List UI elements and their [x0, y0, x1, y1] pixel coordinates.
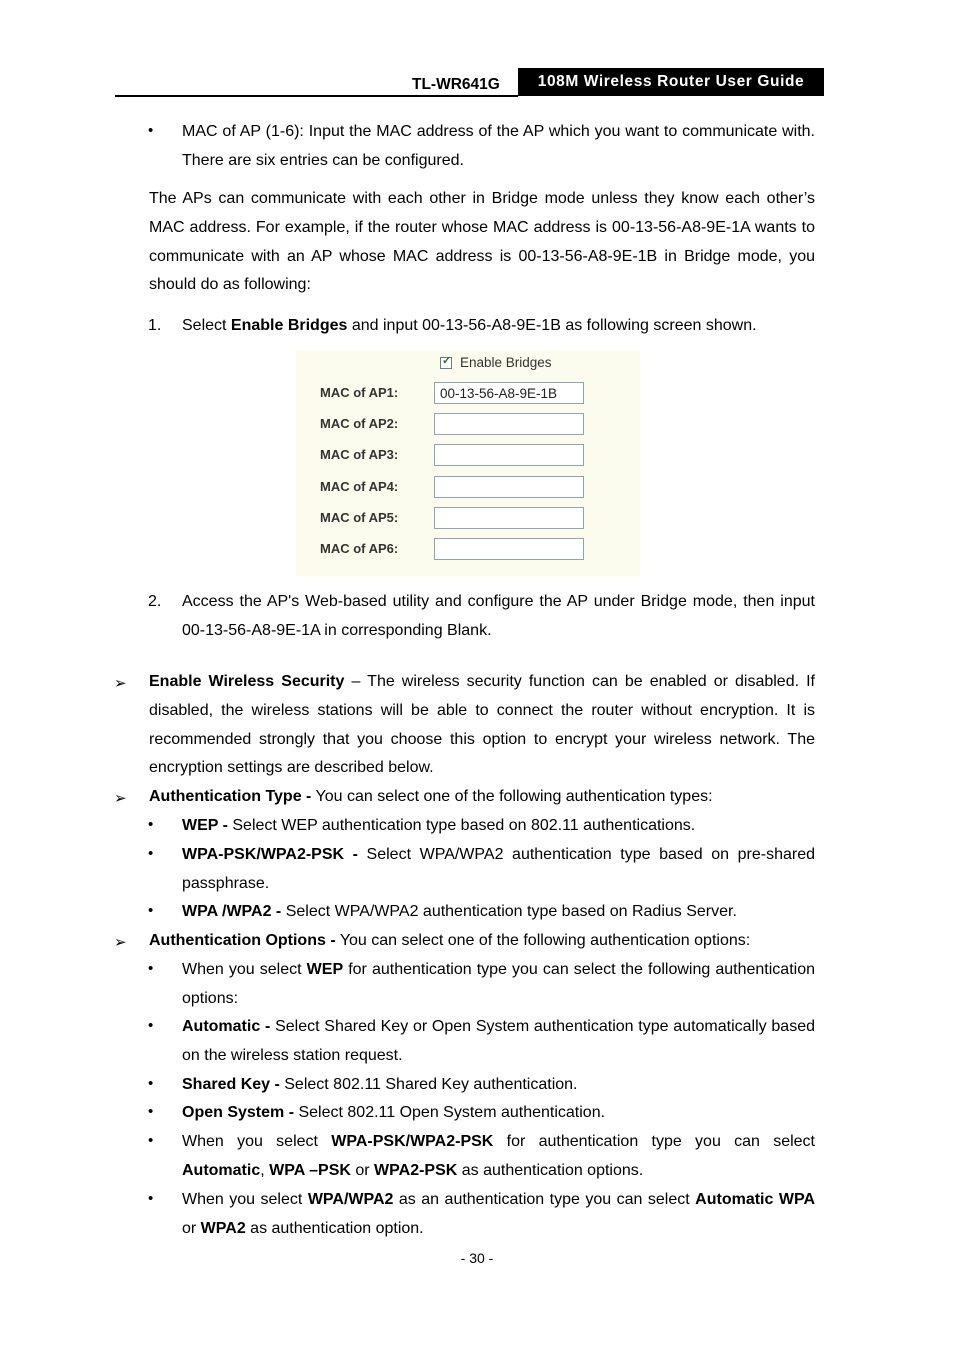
auth-type-wep: WEP - Select WEP authentication type based on 802.11 authentications.: [182, 817, 696, 834]
enable-bridges-label: Enable Bridges: [460, 355, 552, 370]
bullet-glyph: •: [148, 1017, 154, 1034]
mac-ap1-label: MAC of AP1:: [320, 385, 399, 400]
bullet-glyph: •: [148, 960, 154, 977]
bridge-settings-panel: [296, 350, 640, 576]
mac-ap4-label: MAC of AP4:: [320, 479, 399, 494]
header-model: TL-WR641G: [412, 76, 500, 93]
bullet-glyph: •: [148, 1075, 154, 1092]
bullet-glyph: •: [148, 845, 154, 862]
bullet-glyph: •: [148, 1132, 154, 1149]
auth-type-wpa: WPA /WPA2 - Select WPA/WPA2 authentication type based on Radius Server.: [182, 903, 737, 920]
enable-bridges-checkbox[interactable]: [440, 357, 452, 369]
mac-ap5-input[interactable]: [434, 507, 584, 529]
auth-options-psk: When you select WPA-PSK/WPA2-PSK for authentication type you can select Automatic, WPA –PSK or WPA2-PSK as authentication options.: [182, 1133, 816, 1179]
arrow-bullet-icon: ➢: [114, 934, 127, 951]
auth-options-open: Open System - Select 802.11 Open System authentication.: [182, 1104, 606, 1121]
mac-ap2-label: MAC of AP2:: [320, 416, 399, 431]
mac-ap2-input[interactable]: [434, 413, 584, 435]
auth-type-text: Authentication Type - You can select one of the following authentication types:: [149, 788, 713, 805]
step-1-text: Select Enable Bridges and input 00-13-56-A8-9E-1B as following screen shown.: [182, 317, 757, 334]
arrow-bullet-icon: ➢: [114, 790, 127, 807]
mac-ap1-input[interactable]: [434, 382, 584, 404]
auth-options-wep: When you select WEP for authentication type you can select the following authentication options:: [182, 961, 816, 1007]
intro-bullet-text: MAC of AP (1-6): Input the MAC address of the AP which you want to communicate with. There are six entries can be configured.: [182, 123, 815, 169]
mac-ap5-label: MAC of AP5:: [320, 510, 399, 525]
header-rule: [115, 95, 518, 97]
bullet-glyph: •: [148, 816, 154, 833]
mac-ap6-label: MAC of AP6:: [320, 541, 399, 556]
header-title: 108M Wireless Router User Guide: [518, 68, 824, 96]
bullet-glyph: •: [148, 902, 154, 919]
step-2-number: 2.: [148, 593, 162, 610]
check-icon: ✓: [442, 355, 452, 367]
auth-type-psk: WPA-PSK/WPA2-PSK - Select WPA/WPA2 authentication type based on pre-shared passphrase.: [182, 846, 815, 892]
mac-ap3-label: MAC of AP3:: [320, 447, 399, 462]
auth-options-automatic: Automatic - Select Shared Key or Open System authentication type automatically based on the wireless station request.: [182, 1018, 816, 1064]
arrow-bullet-icon: ➢: [114, 675, 127, 692]
mac-ap4-input[interactable]: [434, 476, 584, 498]
step-2-text: Access the AP's Web-based utility and configure the AP under Bridge mode, then input 00-13-56-A8-9E-1A in corresponding Blank.: [182, 593, 815, 639]
bullet-glyph: •: [148, 1103, 154, 1120]
page-number: - 30 -: [460, 1250, 494, 1266]
auth-options-wpa: When you select WPA/WPA2 as an authentication type you can select Automatic WPA or WPA2 as authentication option.: [182, 1191, 816, 1237]
step-1-number: 1.: [148, 317, 162, 334]
bullet-glyph: •: [148, 1190, 154, 1207]
wireless-security-text: Enable Wireless Security – The wireless security function can be enabled or disabled. If disabled, the wireless stations will be able to connect the router without encryption. It is recommended strongly that you choose this option to encrypt your wireless network. The encryption settings are described below.: [149, 673, 816, 777]
mac-ap6-input[interactable]: [434, 538, 584, 560]
auth-options-shared: Shared Key - Select 802.11 Shared Key authentication.: [182, 1076, 578, 1093]
bullet-glyph: •: [148, 122, 154, 139]
auth-options-text: Authentication Options - You can select one of the following authentication options:: [149, 932, 751, 949]
intro-paragraph: The APs can communicate with each other in Bridge mode unless they know each other’s MAC address. For example, if the router whose MAC address is 00-13-56-A8-9E-1A wants to communicate with an AP whose MAC address is 00-13-56-A8-9E-1B in Bridge mode, you should do as following:: [149, 190, 815, 294]
mac-ap3-input[interactable]: [434, 444, 584, 466]
